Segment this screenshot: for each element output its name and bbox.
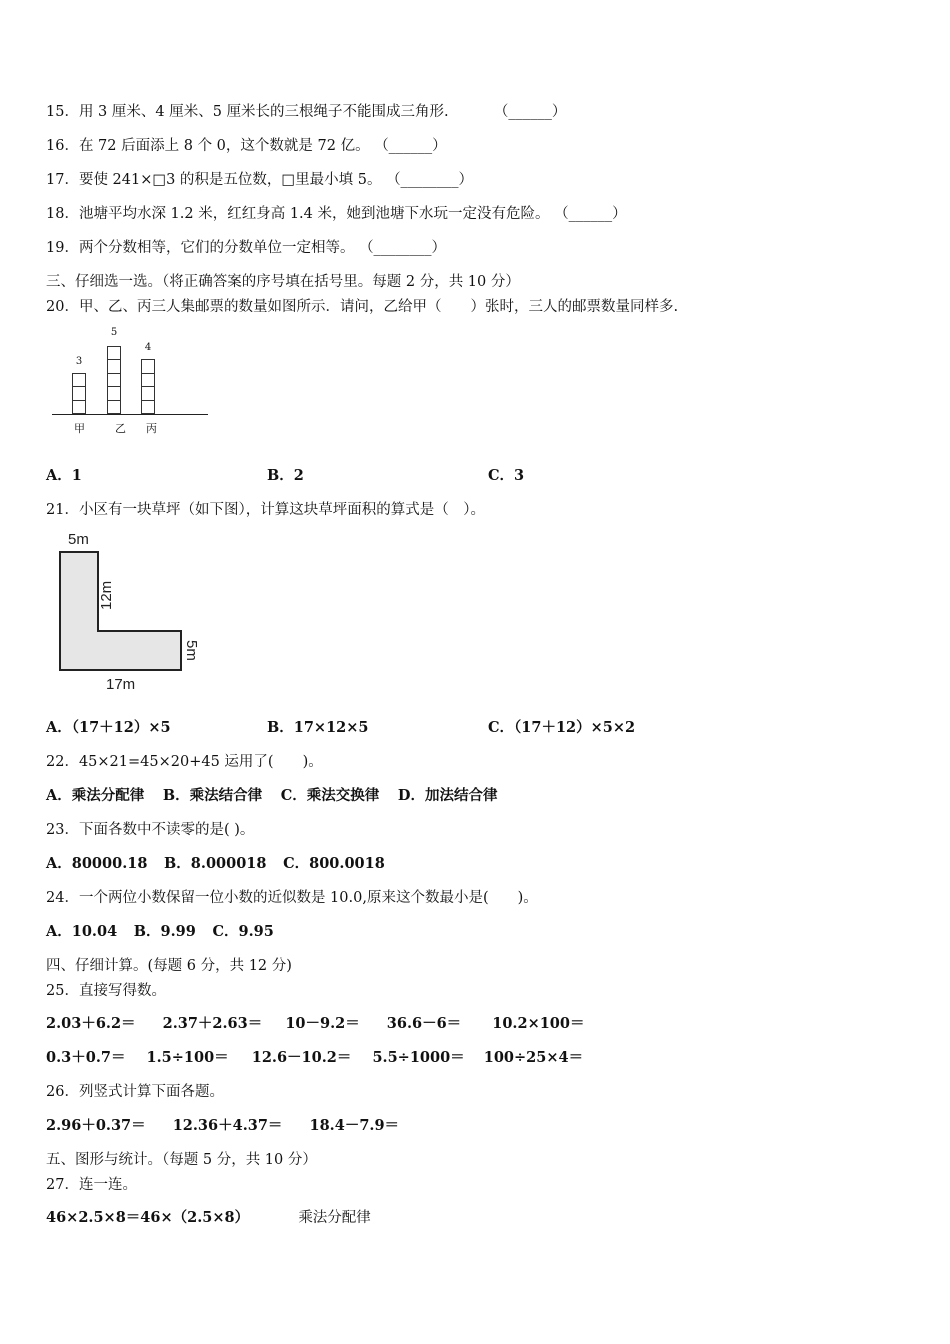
q25-row-2 (46, 1048, 583, 1068)
calc-item: 36.6－6＝ (386, 1015, 462, 1032)
answer-blank[interactable]: （______） (374, 138, 447, 154)
stamp-bar-chart (52, 326, 212, 441)
q23-options (46, 854, 385, 874)
q21-option-a[interactable]: A．（17＋12）×5 (46, 719, 171, 736)
section-3-heading: 三、仔细选一选。（将正确答案的序号填在括号里。每题 2 分，共 10 分） (46, 274, 520, 290)
section-4-heading: 四、仔细计算。(每题 6 分，共 12 分) (46, 958, 292, 974)
q24-options (46, 922, 274, 942)
calc-item: 12.6－10.2＝ (251, 1049, 352, 1066)
label-inner-height: 12m (98, 580, 115, 610)
question-24-text: 24．一个两位小数保留一位小数的近似数是 10.0,原来这个数最小是( )。 (46, 890, 538, 906)
answer-blank[interactable]: （________） (359, 240, 447, 256)
answer-blank[interactable]: （______） (493, 104, 567, 120)
calc-item: 10－9.2＝ (285, 1015, 360, 1032)
q26-items (46, 1116, 399, 1136)
question-26-text: 26．列竖式计算下面各题。 (46, 1084, 224, 1100)
calc-item: 2.03＋6.2＝ (46, 1015, 136, 1032)
question-15 (46, 102, 566, 122)
match-right-law[interactable]: 乘法分配律 (298, 1210, 371, 1226)
question-17 (46, 170, 473, 190)
question-27-text: 27．连一连。 (46, 1177, 137, 1193)
question-text: 19．两个分数相等，它们的分数单位一定相等。 (46, 240, 355, 256)
question-16 (46, 136, 447, 156)
q23-option-b[interactable]: B．8.000018 (164, 855, 267, 872)
question-19 (46, 238, 446, 258)
q25-row-1 (46, 1014, 584, 1034)
q22-option-a[interactable]: A．乘法分配律 (46, 787, 145, 804)
q24-option-c[interactable]: C．9.95 (212, 923, 274, 940)
q20-option-c[interactable]: C．3 (488, 467, 525, 484)
q22-option-d[interactable]: D．加法结合律 (397, 787, 498, 804)
q24-option-a[interactable]: A．10.04 (46, 923, 118, 940)
calc-item: 12.36＋4.37＝ (172, 1117, 283, 1134)
calc-item: 18.4－7.9＝ (309, 1117, 400, 1134)
category-label-bing: 丙 (146, 422, 157, 435)
calc-item: 100÷25×4＝ (483, 1049, 584, 1066)
answer-blank[interactable]: （________） (386, 172, 474, 188)
category-label-yi: 乙 (115, 422, 126, 435)
question-20-text: 20．甲、乙、丙三人集邮票的数量如图所示．请问，乙给甲（ ）张时，三人的邮票数量同样多. (46, 299, 679, 315)
question-text: 18．池塘平均水深 1.2 米，红红身高 1.4 米，她到池塘下水玩一定没有危险。 (46, 206, 550, 222)
q21-option-c[interactable]: C．（17＋12）×5×2 (488, 719, 636, 736)
bar-bing (141, 359, 155, 414)
x-axis (52, 414, 208, 415)
q22-option-b[interactable]: B．乘法结合律 (162, 787, 263, 804)
calc-item: 2.37＋2.63＝ (162, 1015, 263, 1032)
question-23-text: 23．下面各数中不读零的是( )。 (46, 822, 255, 838)
label-bottom-width: 17m (106, 676, 136, 693)
bar-yi (107, 346, 121, 415)
answer-blank[interactable]: （______） (554, 206, 627, 222)
question-18 (46, 204, 627, 224)
category-label-jia: 甲 (74, 422, 85, 435)
label-right-height: 5m (183, 640, 200, 661)
question-25-text: 25．直接写得数。 (46, 983, 166, 999)
value-label-bing: 4 (144, 342, 152, 353)
match-left-expression[interactable]: 46×2.5×8＝46×（2.5×8） (46, 1209, 250, 1226)
calc-item: 10.2×100＝ (492, 1015, 585, 1032)
question-21-text: 21．小区有一块草坪（如下图），计算这块草坪面积的算式是（ ）。 (46, 502, 485, 518)
calc-item: 0.3＋0.7＝ (46, 1049, 126, 1066)
value-label-jia: 3 (75, 356, 83, 367)
q22-options (46, 786, 497, 806)
bar-jia (72, 373, 86, 415)
q20-option-b[interactable]: B．2 (267, 467, 304, 484)
question-text: 16．在 72 后面添上 8 个 0，这个数就是 72 亿。 (46, 138, 370, 154)
value-label-yi: 5 (110, 327, 118, 338)
q27-match-row (46, 1208, 371, 1228)
q20-option-a[interactable]: A．1 (46, 467, 82, 484)
question-22-text: 22．45×21=45×20+45 运用了( )。 (46, 754, 323, 770)
question-text: 17．要使 241×□3 的积是五位数，□里最小填 5。 (46, 172, 382, 188)
q24-option-b[interactable]: B．9.99 (133, 923, 196, 940)
calc-item: 2.96＋0.37＝ (46, 1117, 146, 1134)
lawn-l-shape-figure (50, 528, 220, 703)
q21-option-b[interactable]: B．17×12×5 (267, 719, 369, 736)
label-top-width: 5m (68, 531, 89, 548)
calc-item: 5.5÷1000＝ (372, 1049, 465, 1066)
q23-option-c[interactable]: C．800.0018 (283, 855, 385, 872)
q22-option-c[interactable]: C．乘法交换律 (280, 787, 380, 804)
q23-option-a[interactable]: A．80000.18 (46, 855, 148, 872)
section-5-heading: 五、图形与统计。（每题 5 分，共 10 分） (46, 1152, 317, 1168)
calc-item: 1.5÷100＝ (146, 1049, 229, 1066)
question-text: 15．用 3 厘米、4 厘米、5 厘米长的三根绳子不能围成三角形. (46, 104, 449, 120)
